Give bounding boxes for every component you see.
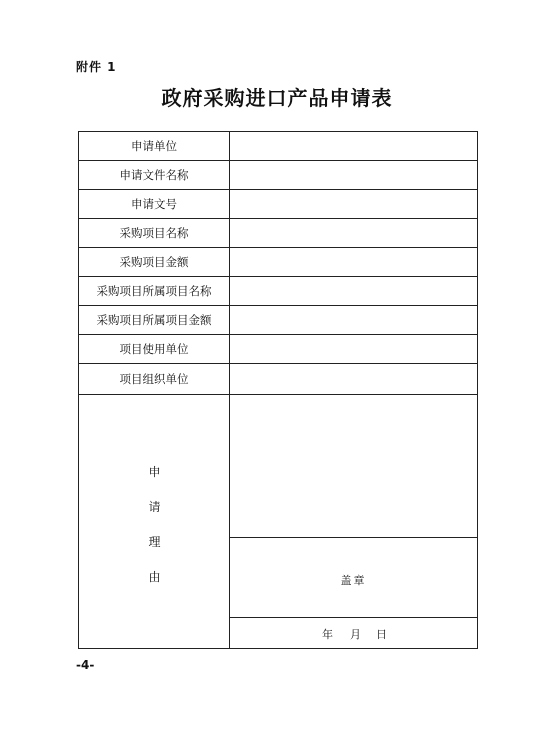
date-day-label: 日 bbox=[376, 628, 387, 641]
form-row-applicant-unit bbox=[79, 132, 477, 161]
form-row-project-amount bbox=[79, 248, 477, 277]
parent-project-name-field[interactable] bbox=[230, 277, 477, 305]
reason-content-field[interactable] bbox=[230, 395, 477, 538]
form-row-document-name bbox=[79, 161, 477, 190]
form-row-using-unit bbox=[79, 335, 477, 364]
date-month-label: 月 bbox=[350, 628, 361, 641]
seal-label: 盖章 bbox=[340, 574, 367, 587]
project-amount-field[interactable] bbox=[230, 248, 477, 276]
form-row-parent-project-amount bbox=[79, 306, 477, 335]
form-row-parent-project-name bbox=[79, 277, 477, 306]
row-label: 采购项目名称 bbox=[79, 219, 230, 247]
reason-char: 理 bbox=[148, 535, 161, 549]
row-label: 申请文件名称 bbox=[79, 161, 230, 189]
form-row-organizing-unit bbox=[79, 364, 477, 395]
form-row-project-name bbox=[79, 219, 477, 248]
reason-label bbox=[79, 395, 230, 648]
row-label: 项目使用单位 bbox=[79, 335, 230, 363]
organizing-unit-field[interactable] bbox=[230, 364, 477, 392]
row-label: 申请文号 bbox=[79, 190, 230, 218]
page-number: -4- bbox=[76, 658, 95, 672]
reason-char: 请 bbox=[148, 500, 161, 514]
row-label: 申请单位 bbox=[79, 132, 230, 160]
document-name-field[interactable] bbox=[230, 161, 477, 189]
reason-char: 由 bbox=[148, 570, 161, 584]
project-name-field[interactable] bbox=[230, 219, 477, 247]
applicant-unit-field[interactable] bbox=[230, 132, 477, 160]
form-row-document-number bbox=[79, 190, 477, 219]
reason-char: 申 bbox=[148, 465, 161, 479]
using-unit-field[interactable] bbox=[230, 335, 477, 363]
row-label: 采购项目所属项目金额 bbox=[79, 306, 230, 334]
row-label: 采购项目金额 bbox=[79, 248, 230, 276]
application-form-table bbox=[78, 131, 478, 649]
row-label: 采购项目所属项目名称 bbox=[79, 277, 230, 305]
date-cell bbox=[230, 618, 477, 648]
attachment-label: 附件 1 bbox=[76, 60, 117, 74]
row-label: 项目组织单位 bbox=[79, 364, 230, 394]
form-title: 政府采购进口产品申请表 bbox=[161, 86, 393, 110]
parent-project-amount-field[interactable] bbox=[230, 306, 477, 334]
seal-cell bbox=[230, 538, 477, 618]
reason-section bbox=[79, 395, 477, 648]
document-number-field[interactable] bbox=[230, 190, 477, 218]
date-year-label: 年 bbox=[322, 628, 333, 641]
